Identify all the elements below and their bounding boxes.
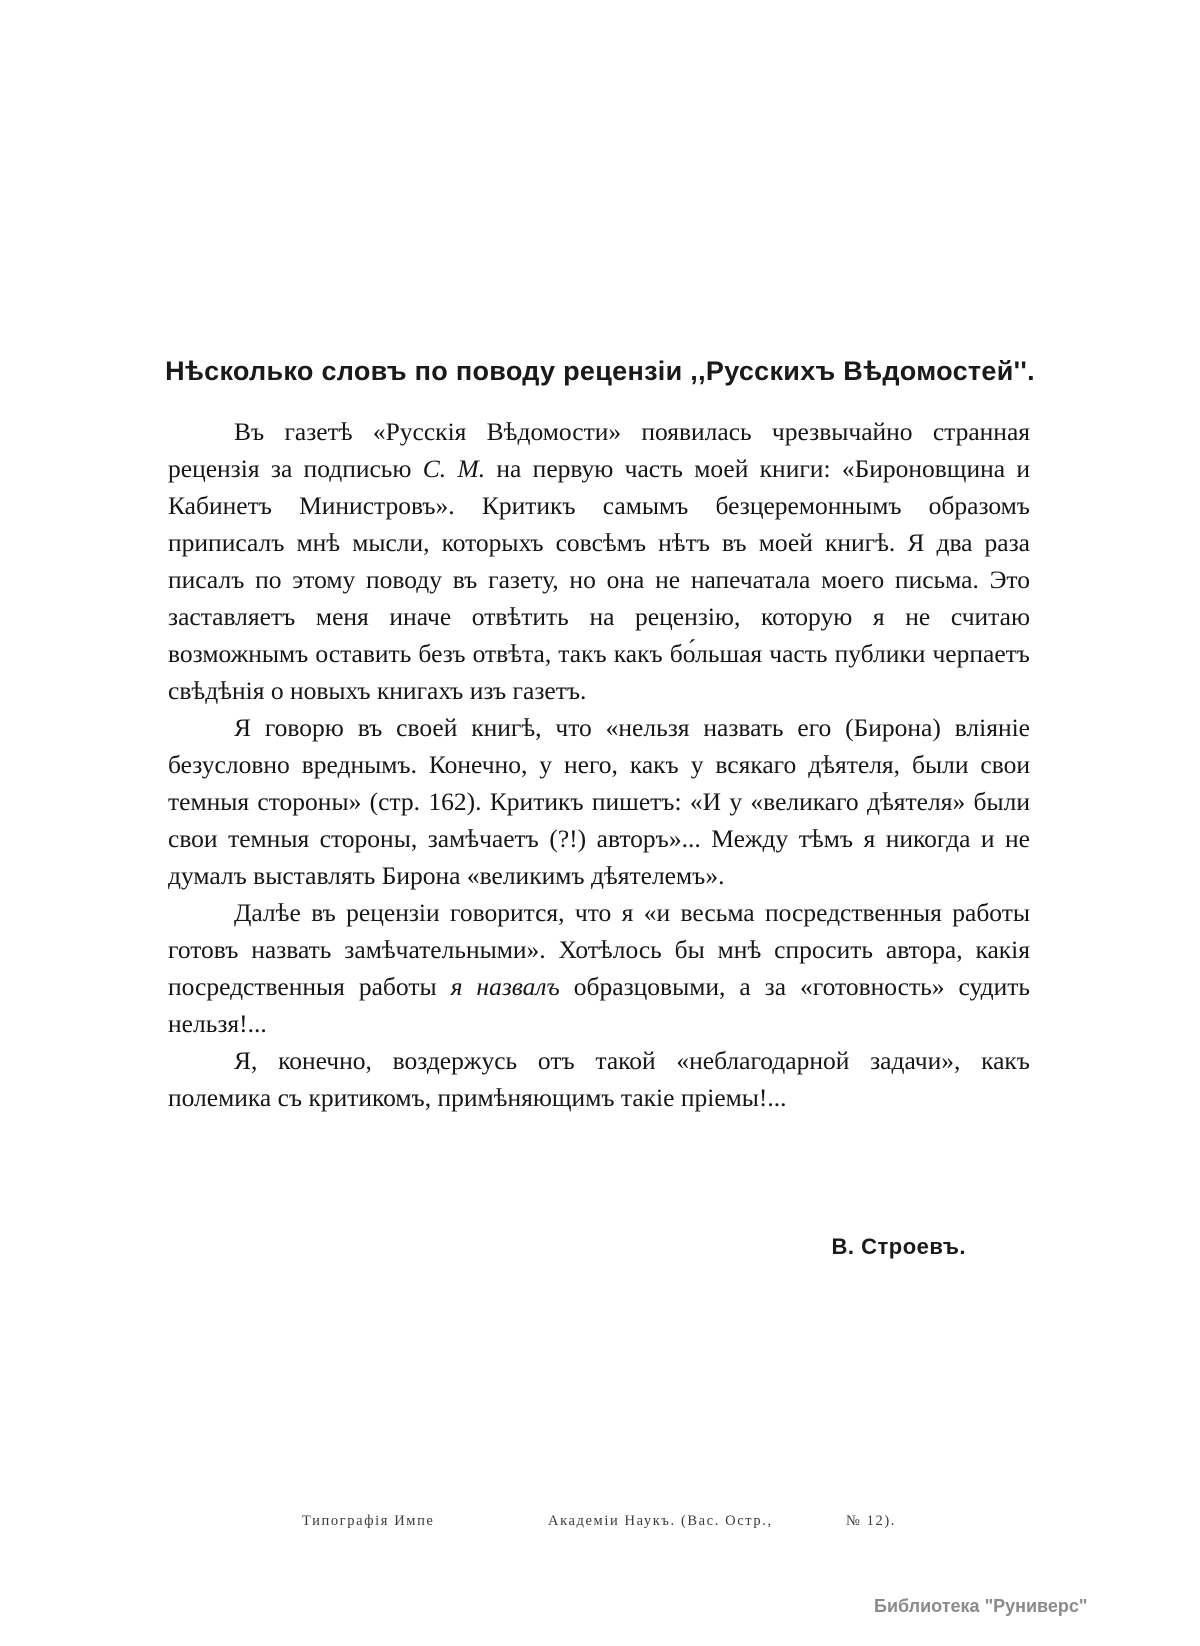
article-body bbox=[168, 413, 1030, 1116]
paragraph-2 bbox=[168, 709, 1030, 894]
printer-imprint-part-1: Типографія Импе bbox=[302, 1513, 435, 1529]
paragraph-4-text: Я, конечно, воздержусь отъ такой «неблагодарной задачи», какъ полемика съ критикомъ, примѣняющимъ такіе пріемы!... bbox=[168, 1046, 1030, 1112]
paragraph-1-emphasis: С. М. bbox=[422, 454, 486, 483]
paragraph-1-text-a: Въ газетѣ «Русскія Вѣдомости» появилась чрезвычайно странная рецензія за подписью bbox=[168, 417, 1030, 483]
paragraph-4 bbox=[168, 1042, 1030, 1116]
article-title: Нѣсколько словъ по поводу рецензіи ,,Русскихъ Вѣдомостей''. bbox=[165, 356, 1035, 386]
paragraph-3-text-b: образцовыми, а за «готовность» судить нельзя!... bbox=[168, 972, 1031, 1038]
paragraph-2-text: Я говорю въ своей книгѣ, что «нельзя назвать его (Бирона) вліяніе безусловно вреднымъ. Конечно, у него, какъ у всякаго дѣятеля, были свои темныя стороны» (стр. 162). Критикъ пишетъ: «И у «великаго дѣятеля» были свои темныя стороны, замѣчаетъ (?!) авторъ»... Между тѣмъ я никогда и не думалъ выставлять Бирона «великимъ дѣятелемъ». bbox=[168, 713, 1030, 890]
paragraph-3 bbox=[168, 894, 1030, 1042]
author-signature: В. Строевъ. bbox=[831, 1234, 966, 1259]
paragraph-1 bbox=[168, 413, 1030, 709]
paragraph-3-emphasis: я назвалъ bbox=[450, 972, 560, 1001]
library-watermark: Библиотека "Руниверс" bbox=[874, 1596, 1088, 1616]
printer-imprint-part-3: № 12). bbox=[846, 1513, 897, 1529]
paragraph-1-text-b: на первую часть моей книги: «Бироновщина и Кабинетъ Министровъ». Критикъ самымъ безцеремоннымъ образомъ приписалъ мнѣ мысли, которыхъ совсѣмъ нѣтъ въ моей книгѣ. Я два раза писалъ по этому поводу въ газету, но она не напечатала моего письма. Это заставляетъ меня иначе отвѣтить на рецензію, которую я не считаю возможнымъ оставить безъ отвѣта, такъ какъ бо́льшая часть публики черпаетъ свѣдѣнія о новыхъ книгахъ изъ газетъ. bbox=[168, 454, 1031, 705]
printer-imprint-part-2: Академіи Наукъ. (Вас. Остр., bbox=[548, 1513, 773, 1529]
paragraph-3-text-a: Далѣе въ рецензіи говорится, что я «и весьма посредственныя работы готовъ назвать замѣчательными». Хотѣлось бы мнѣ спросить автора, какія посредственныя работы bbox=[168, 898, 1030, 1001]
